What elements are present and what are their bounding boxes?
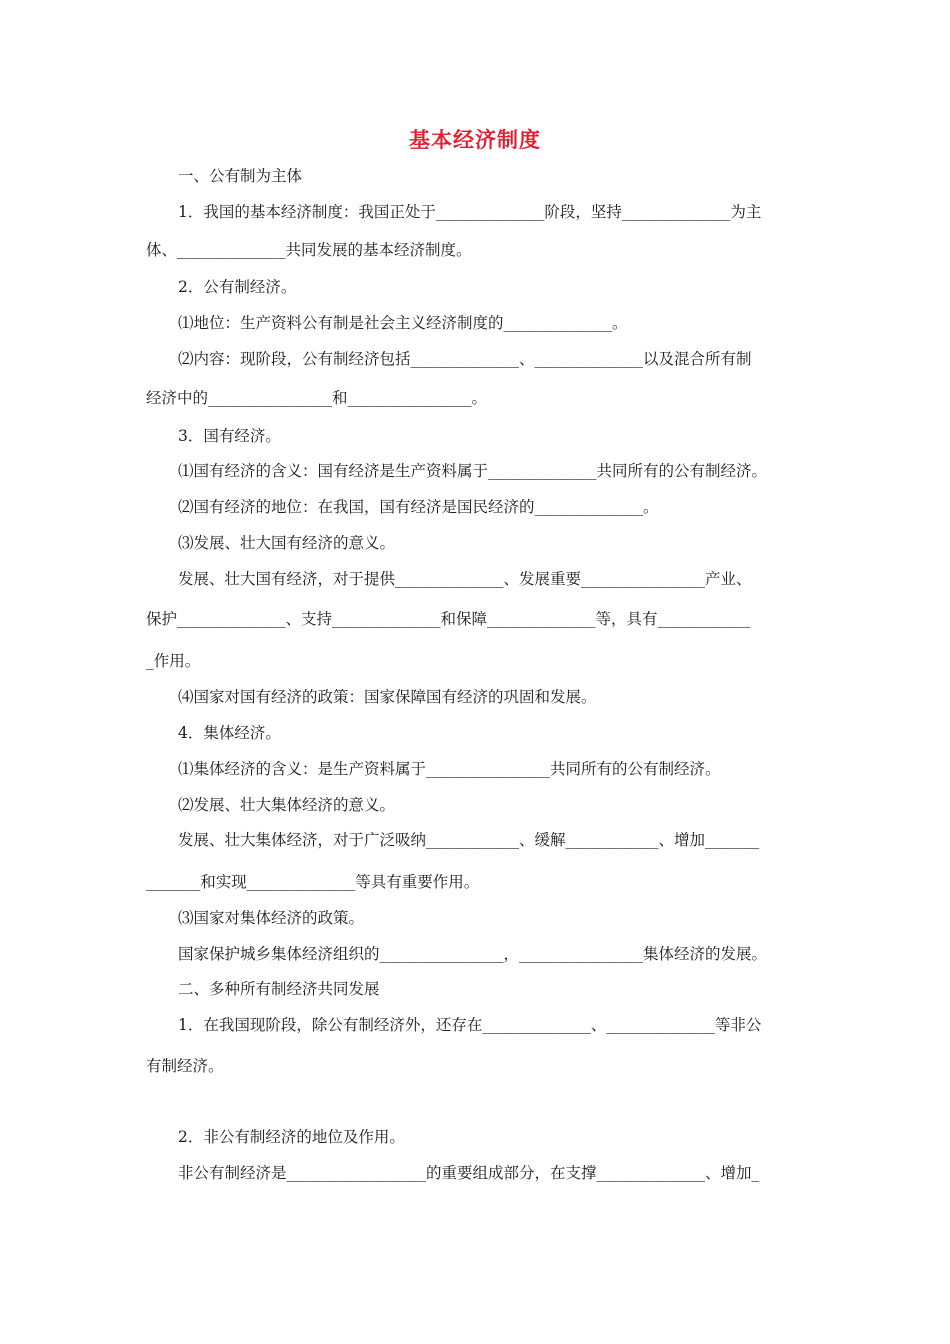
paragraph-line: 体、______________共同发展的基本经济制度。 [146, 241, 472, 259]
paragraph-line: ⑵内容：现阶段，公有制经济包括______________、______________以及混合所有制 [178, 350, 752, 368]
document-title: 基本经济制度 [409, 127, 541, 152]
paragraph-line: 1．在我国现阶段，除公有制经济外，还存在______________、______________等非公 [178, 1016, 762, 1034]
paragraph-line: ⑷国家对国有经济的政策：国家保障国有经济的巩固和发展。 [178, 688, 597, 706]
section-heading-public-ownership: 一、公有制为主体 [178, 167, 303, 185]
paragraph-line: ⑶国家对集体经济的政策。 [178, 909, 365, 927]
subheading-non-public-economy: 2．非公有制经济的地位及作用。 [178, 1128, 405, 1146]
paragraph-line: ⑶发展、壮大国有经济的意义。 [178, 534, 396, 552]
paragraph-line: 国家保护城乡集体经济组织的________________，________________集体经济的发展。 [178, 945, 768, 963]
paragraph-line: 非公有制经济是__________________的重要组成部分，在支撑______________、增加_ [178, 1164, 760, 1182]
section-heading-multiple-ownership: 二、多种所有制经济共同发展 [178, 980, 380, 998]
paragraph-line: ⑴国有经济的含义：国有经济是生产资料属于______________共同所有的公有制经济。 [178, 462, 768, 480]
paragraph-line: ⑴集体经济的含义：是生产资料属于________________共同所有的公有制经济。 [178, 760, 721, 778]
paragraph-line: 发展、壮大国有经济，对于提供______________、发展重要________________产业、 [178, 570, 752, 588]
paragraph-line: _作用。 [146, 652, 201, 670]
subheading-state-economy: 3．国有经济。 [178, 427, 281, 445]
paragraph-line: ⑵国有经济的地位：在我国，国有经济是国民经济的______________。 [178, 498, 659, 516]
paragraph-line: 1．我国的基本经济制度：我国正处于______________阶段，坚持______________为主 [178, 203, 762, 221]
paragraph-line: 发展、壮大集体经济，对于广泛吸纳____________、缓解____________、增加_______ [178, 831, 760, 849]
paragraph-line: 保护______________、支持______________和保障______________等，具有____________ [146, 610, 751, 628]
paragraph-line: _______和实现______________等具有重要作用。 [146, 873, 480, 891]
paragraph-line: ⑵发展、壮大集体经济的意义。 [178, 796, 396, 814]
subheading-public-economy: 2．公有制经济。 [178, 278, 297, 296]
paragraph-line: 经济中的________________和________________。 [146, 389, 488, 407]
subheading-collective-economy: 4．集体经济。 [178, 724, 281, 742]
paragraph-line: 有制经济。 [146, 1057, 224, 1075]
paragraph-line: ⑴地位：生产资料公有制是社会主义经济制度的______________。 [178, 314, 628, 332]
